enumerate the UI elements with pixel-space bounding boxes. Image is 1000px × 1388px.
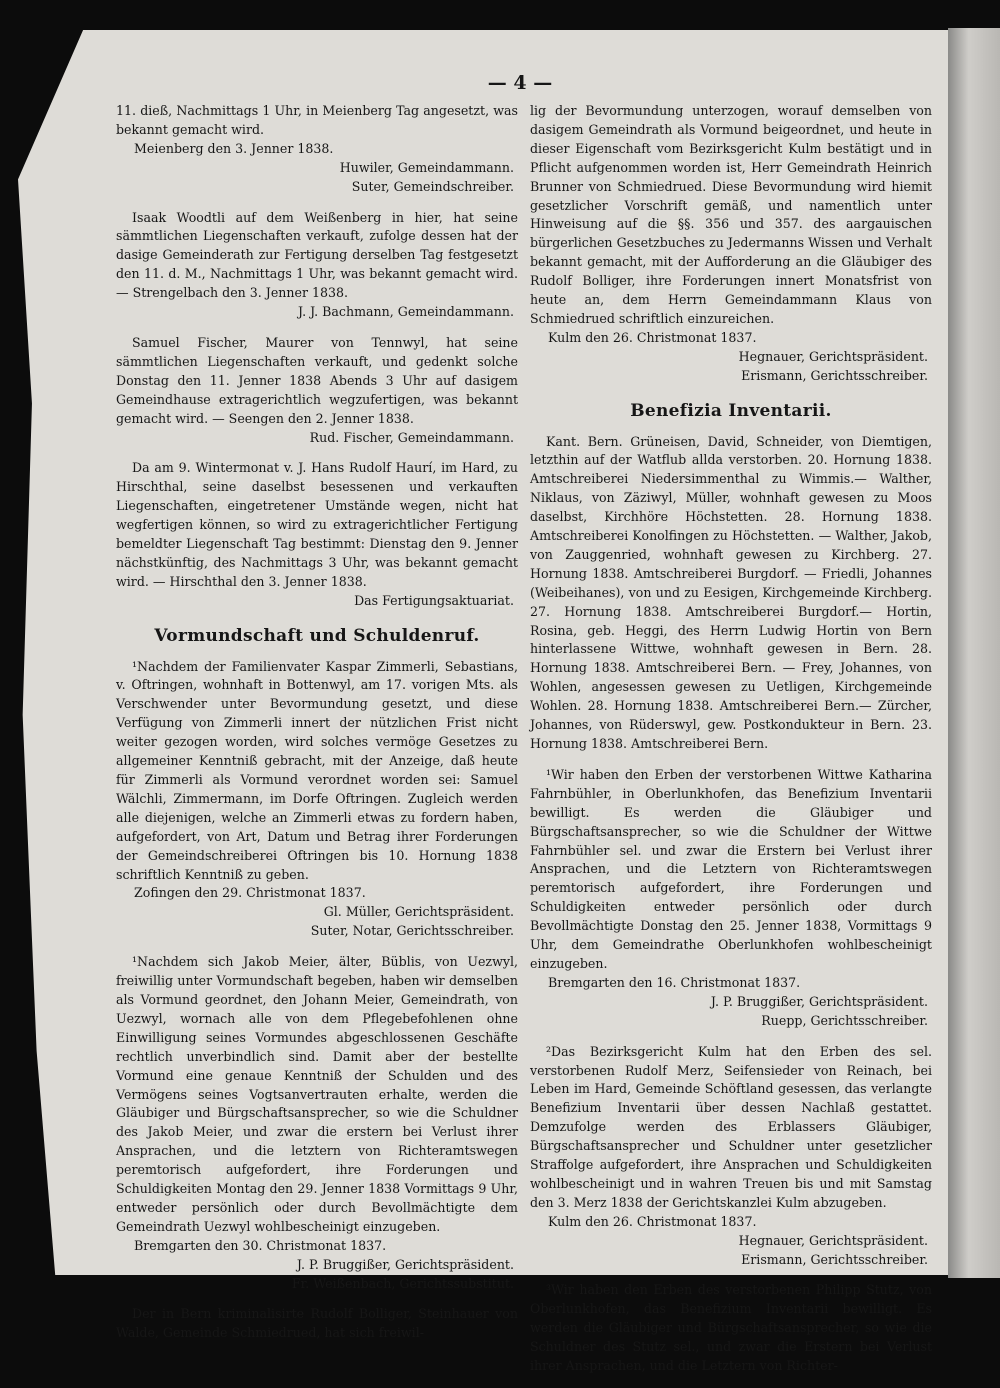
notice-woodtli — [116, 209, 518, 322]
notice-signature: Rud. Fischer, Gemeindammann. — [309, 429, 514, 445]
adjacent-page-edge — [948, 28, 1000, 1278]
notice-place-date: Meienberg den 3. Jenner 1838. — [134, 140, 334, 156]
notice-bolliger — [116, 1305, 518, 1343]
notice-signature: J. J. Bachmann, Gemeindammann. — [298, 304, 514, 320]
notice-zimmerli — [116, 658, 518, 942]
notice-fischer — [116, 334, 518, 447]
notice-text: ¹Nachdem der Familienvater Kaspar Zimmerli, Sebastians, v. Oftringen, wohnhaft in Bottenwyl, am 17. vorigen Mts. als Verschwender unter Bevormundung gesetzt, und diese Verfügung von Zimmerli innert der nützlichen Frist nicht weiter gezogen worden, wird solches vermöge Gesetzes zu allgemeiner Kenntniß gebracht, mit der Anzeige, daß heute für Zimmerli als Vormund verordnet worden sei: Samuel Wälchli, Zimmermann, im Dorfe Oftringen. Zugleich werden alle diejenigen, welche an Zimmerli etwas zu fordern haben, aufgefordert, von Art, Datum und Betrag ihrer Forderungen der Gemeindschreiberei Oftringen bis 10. Hornung 1838 schriftlich Kenntniß zu geben. — [116, 658, 518, 882]
notice-signature: Hegnauer, Gerichtspräsident. — [738, 1232, 928, 1248]
notice-fahrnbuehler — [530, 766, 932, 1031]
notice-text: lig der Bevormundung unterzogen, worauf demselben von dasigem Gemeindrath als Vormund beigeordnet, und heute in dieser Eigenschaft vom Bezirksgericht Kulm bestätigt und in Pflicht aufgenommen worden ist, Herr Gemeindrath Heinrich Brunner von Schmiedrued. Diese Bevormundung wird hiemit gesetzlicher Vorschrift gemäß, und namentlich unter Hinweisung auf die §§. 356 und 357. des aargauischen bürgerlichen Gesetzbuches zu Jedermanns Wissen und Verhalt bekannt gemacht, mit der Aufforderung an die Gläubiger des Rudolf Bolliger, ihre Forderungen innert Monatsfrist von heute an, dem Herrn Gemeindammann Klaus von Schmiedrued schriftlich einzureichen. — [530, 103, 932, 326]
notice-meier — [116, 953, 518, 1293]
notice-text: ¹Nachdem sich Jakob Meier, älter, Büblis, von Uezwyl, freiwillig unter Vormundschaft begeben, haben wir demselben als Vormund geordnet, den Johann Meier, Gemeindrath, von Uezwyl, wornach alle von dem Pflegebefohlenen ohne Einwilligung seines Vormundes abgeschlossenen Geschäfte rechtlich unverbindlich sind. Damit aber der bestellte Vormund eine genaue Kenntniß der Schulden und des Vermögens seines Vogtsanvertrauten erhalte, werden die Gläubiger und Bürgschaftsansprecher, so wie die Schuldner des Jakob Meier, und zwar die erstern bei Verlust ihrer Ansprachen, und die letztern von Richteramtswegen peremtorisch aufgefordert, ihre Forderungen und Schuldigkeiten Montag den 29. Jenner 1838 Vormittags 9 Uhr, entweder persönlich oder durch Bevollmächtigte dem Gemeindrath Uezwyl wohlbescheinigt einzugeben. — [116, 954, 518, 1234]
notice-signature: Fr. Weißenbach, Gerichtssubstitut. — [291, 1275, 514, 1291]
notice-place-date: Bremgarten den 16. Christmonat 1837. — [548, 974, 801, 990]
notice-text: Isaak Woodtli auf dem Weißenberg in hier, hat seine sämmtlichen Liegenschaften verkauft, zufolge dessen hat der dasige Gemeinderath zur Fertigung derselben Tag festgesetzt den 11. d. M., Nachmittags 1 Uhr, was bekannt gemacht wird. — Strengelbach den 3. Jenner 1838. — [116, 209, 518, 301]
notice-bern-list — [530, 433, 932, 754]
notice-signature: Huwiler, Gemeindammann. — [339, 159, 514, 175]
notice-signature: Suter, Gemeindschreiber. — [351, 178, 514, 194]
notice-signature: Ruepp, Gerichtsschreiber. — [761, 1012, 928, 1028]
notice-stutz — [530, 1281, 932, 1376]
notice-place-date: Zofingen den 29. Christmonat 1837. — [134, 885, 366, 901]
notice-signature: Erismann, Gerichtsschreiber. — [741, 1251, 928, 1267]
notice-signature: Erismann, Gerichtsschreiber. — [741, 367, 928, 383]
page-number: — 4 — — [487, 72, 553, 94]
notice-place-date: Kulm den 26. Christmonat 1837. — [548, 1213, 757, 1229]
notice-text: ³Wir haben den Erben des verstorbenen Philipp Stutz, von Oberlunkhofen, das Benefizium Inventarii bewilligt. Es werden die Gläubiger und Bürgschaftsansprecher, so wie die Schuldner des Stutz sel., und zwar die Erstern bei Verlust ihrer Ansprachen, und die Letztern von Richter- — [530, 1282, 932, 1374]
notice-text: 11. dieß, Nachmittags 1 Uhr, in Meienberg Tag angesetzt, was bekannt gemacht wird. — [116, 103, 518, 137]
section-heading-vormundschaft: Vormundschaft und Schuldenruf. — [154, 625, 480, 646]
left-column — [116, 102, 518, 1355]
section-heading-benefizia: Benefizia Inventarii. — [630, 400, 832, 421]
notice-place-date: Kulm den 26. Christmonat 1837. — [548, 329, 757, 345]
notice-signature: Suter, Notar, Gerichtsschreiber. — [310, 923, 514, 939]
notice-text: Da am 9. Wintermonat v. J. Hans Rudolf Haurí, im Hard, zu Hirschthal, seine daselbst besessenen und verkauften Liegenschaften, eingetretener Umstände wegen, nicht hat wegfertigen können, so wird zu extragerichtlicher Fertigung bemeldter Liegenschaft Tag bestimmt: Dienstag den 9. Jenner nächstkünftig, des Nachmittags 3 Uhr, was bekannt gemacht wird. — Hirschthal den 3. Jenner 1838. — [116, 460, 518, 589]
notice-signature: J. P. Bruggißer, Gerichtspräsident. — [296, 1256, 514, 1272]
notice-signature: Das Fertigungsaktuariat. — [354, 592, 514, 608]
right-column — [530, 102, 932, 1388]
notice-hauri — [116, 459, 518, 610]
notice-merz — [530, 1043, 932, 1270]
notice-signature: Gl. Müller, Gerichtspräsident. — [323, 904, 514, 920]
notice-text: Kant. Bern. Grüneisen, David, Schneider, von Diemtigen, letzthin auf der Watflub allda verstorben. 20. Hornung 1838. Amtschreiberei Niedersimmenthal zu Wimmis.— Walther, Niklaus, von Zäziwyl, Müller, wohnhaft gewesen zu Moos daselbst, Kirchhöre Höchstetten. 28. Hornung 1838. Amtschreiberei Konolfingen zu Höchstetten. — Walther, Jakob, von Zauggenried, wohnhaft gewesen zu Kirchberg. 27. Hornung 1838. Amtschreiberei Burgdorf. — Friedli, Johannes (Weibeihanes), von und zu Eesigen, Kirchgemeinde Kirchberg. 27. Hornung 1838. Amtschreiberei Burgdorf.— Hortin, Rosina, geb. Heggi, des Herrn Ludwig Hortin von Bern hinterlassene Wittwe, wohnhaft gewesen in Bern. 28. Hornung 1838. Amtschreiberei Bern. — Frey, Johannes, von Wohlen, angesessen gewesen zu Uetligen, Kirchgemeinde Wohlen. 28. Hornung 1838. Amtschreiberei Bern.— Zürcher, Johannes, von Rüderswyl, gew. Postkondukteur in Bern. 23. Hornung 1838. Amtschreiberei Bern. — [530, 433, 932, 751]
notice-text: Der in Bern kriminalisirte Rudolf Bolliger, Steinhauer von Walde, Gemeinde Schmiedrued, hat sich freiwil- — [116, 1306, 518, 1341]
notice-text: Samuel Fischer, Maurer von Tennwyl, hat seine sämmtlichen Liegenschaften verkauft, und gedenkt solche Donstag den 11. Jenner 1838 Abends 3 Uhr auf dasigem Gemeindhause extragerichtlich wegzufertigen, was bekannt gemacht wird. — Seengen den 2. Jenner 1838. — [116, 334, 518, 426]
notice-text: ¹Wir haben den Erben der verstorbenen Wittwe Katharina Fahrnbühler, in Oberlunkhofen, das Benefizium Inventarii bewilligt. Es werden die Gläubiger und Bürgschaftsansprecher, so wie die Schuldner der Wittwe Fahrnbühler sel. und zwar die Erstern bei Verlust ihrer Ansprachen, und die Letztern von Richteramtswegen peremtorisch aufgefordert, ihre Forderungen und Schuldigkeiten entweder persönlich oder durch Bevollmächtigte Donstag den 25. Jenner 1838, Vormittags 9 Uhr, dem Gemeindrathe Oberlunkhofen wohlbescheinigt einzugeben. — [530, 766, 932, 971]
notice-signature: Hegnauer, Gerichtspräsident. — [738, 348, 928, 364]
notice-meienberg — [116, 102, 518, 197]
notice-place-date: Bremgarten den 30. Christmonat 1837. — [134, 1237, 387, 1253]
notice-bolliger-continued — [530, 102, 932, 386]
notice-signature: J. P. Bruggißer, Gerichtspräsident. — [710, 993, 928, 1009]
notice-text: ²Das Bezirksgericht Kulm hat den Erben des sel. verstorbenen Rudolf Merz, Seifensieder von Reinach, bei Leben im Hard, Gemeinde Schöftland gesessen, das verlangte Benefizium Inventarii über dessen Nachlaß gestattet. Demzufolge werden des Erblassers Gläubiger, Bürgschaftsansprecher und Schuldner unter gesetzlicher Straffolge aufgefordert, ihre Ansprachen und Schuldigkeiten wohlbescheinigt und in wahren Treuen bis und mit Samstag den 3. Merz 1838 der Gerichtskanzlei Kulm abzugeben. — [530, 1043, 932, 1210]
